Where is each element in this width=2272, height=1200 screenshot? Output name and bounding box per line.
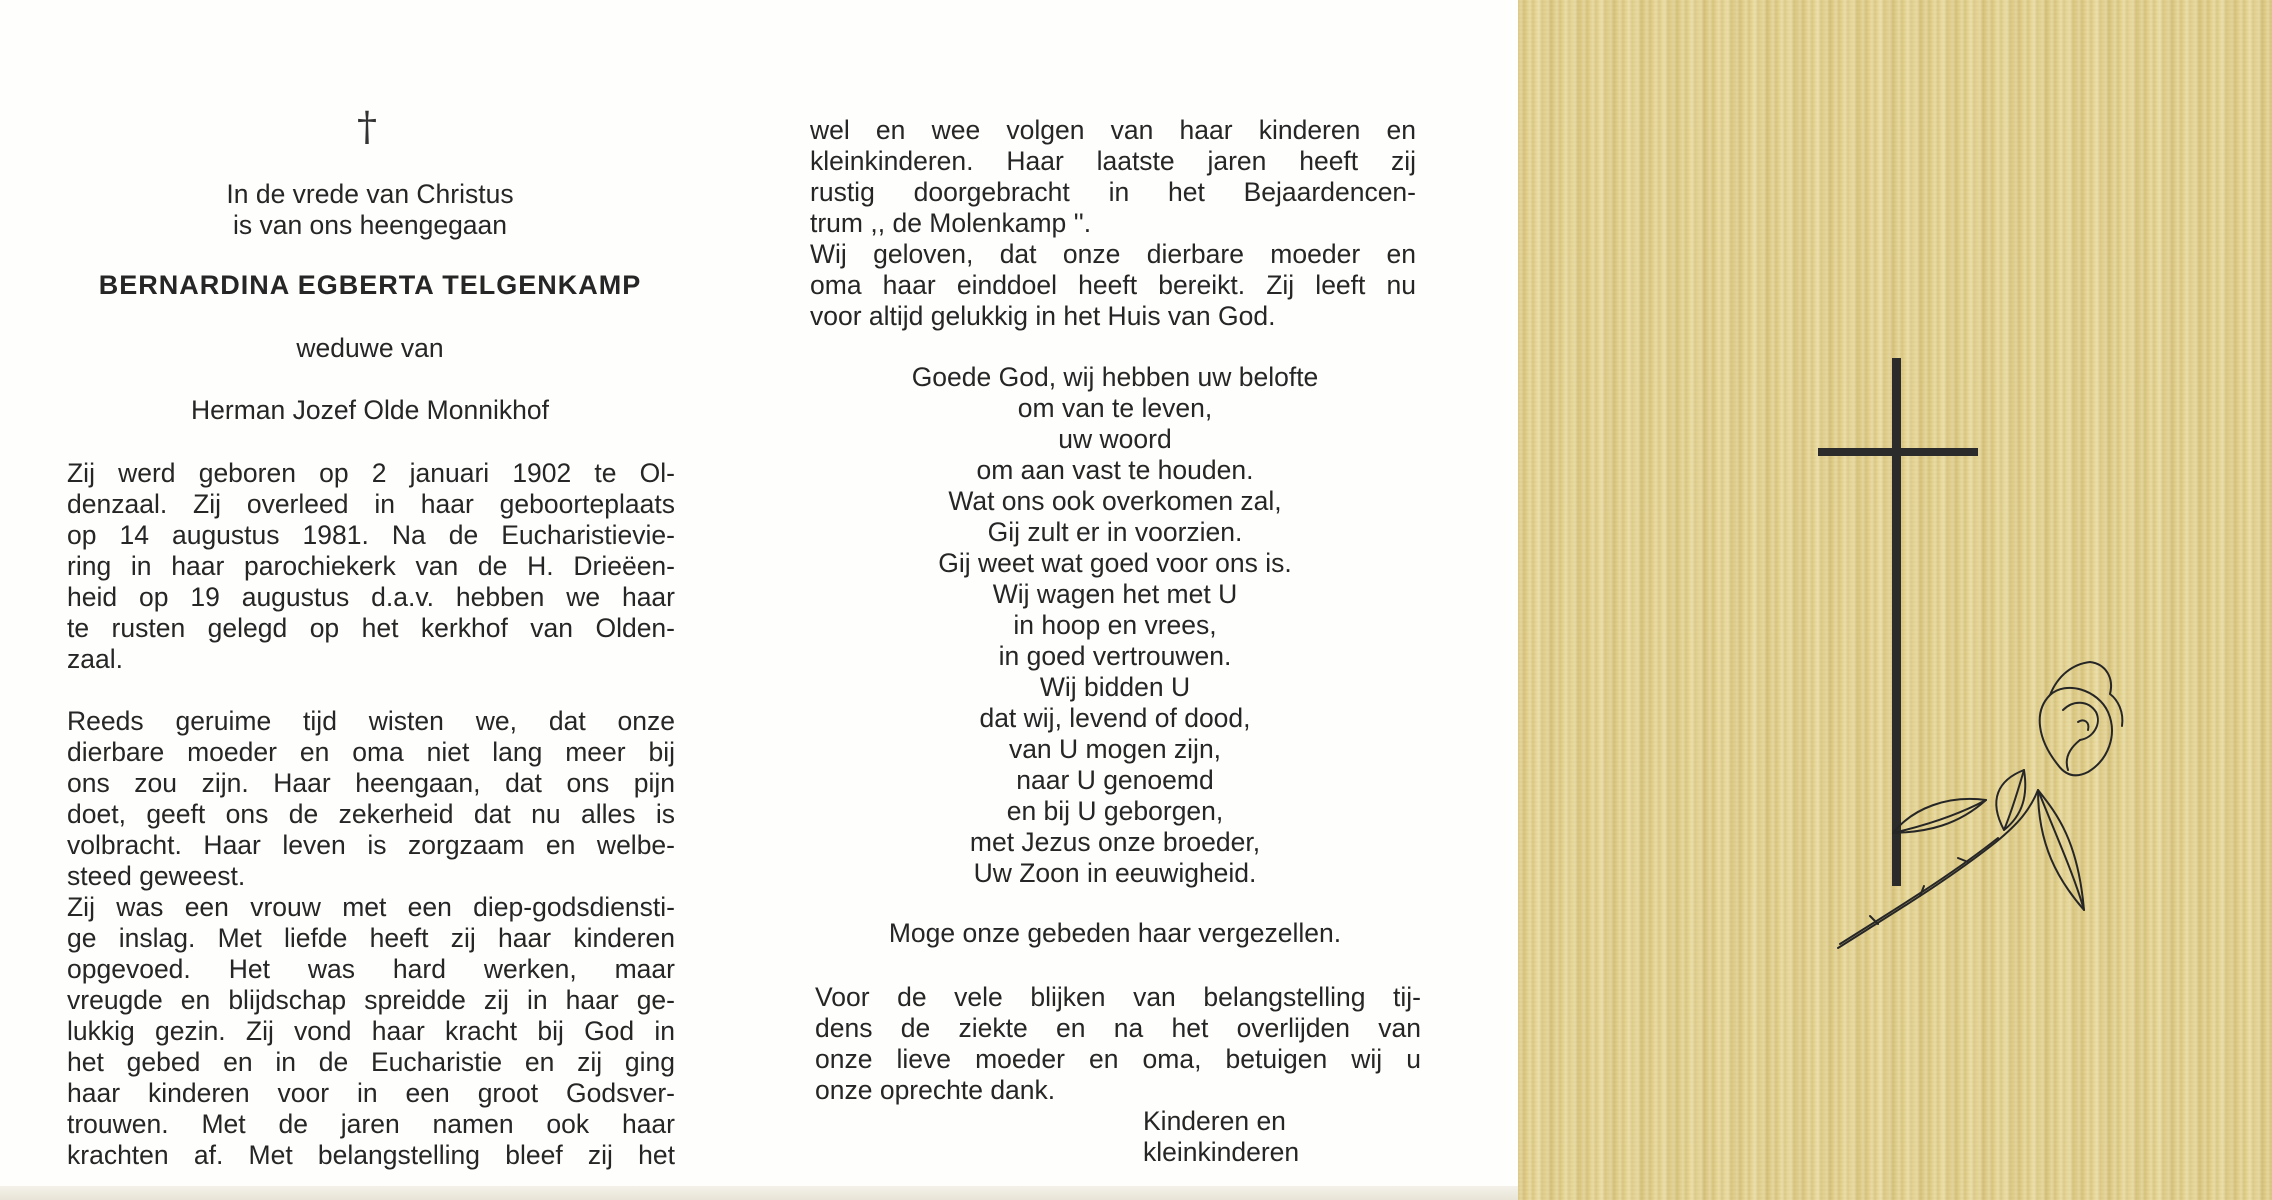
text-line: dierbare moeder en oma niet lang meer bij [67, 737, 675, 767]
text-line: voor altijd gelukkig in het Huis van God. [810, 301, 1276, 331]
prayer-line: om van te leven, [1017, 393, 1213, 423]
text-line: dens de ziekte en na het overlijden van [815, 1013, 1421, 1043]
prayer-line: van U mogen zijn, [1008, 734, 1222, 764]
prayer-line: uw woord [1058, 424, 1172, 454]
prayer-line: dat wij, levend of dood, [979, 703, 1251, 733]
text-line: Zij was een vrouw met een diep-godsdiensti- [67, 892, 675, 922]
cover-art [1518, 0, 2272, 1200]
prayer-line: Wij wagen het met U [992, 579, 1238, 609]
signature-line: kleinkinderen [1143, 1137, 1300, 1167]
opening-line: is van ons heengegaan [232, 210, 508, 240]
left-paragraph-3 [67, 892, 675, 1171]
text-line: steed geweest. [67, 861, 246, 891]
prayer-line: in hoop en vrees, [1013, 610, 1217, 640]
text-line: krachten af. Met belangstelling bleef zij het [67, 1140, 675, 1170]
opening-lines [170, 179, 570, 241]
text-line: lukkig gezin. Zij vond haar kracht bij God in [67, 1016, 675, 1046]
text-line: wel en wee volgen van haar kinderen en [810, 115, 1416, 145]
text-line: Reeds geruime tijd wisten we, dat onze [67, 706, 675, 736]
prayer-line: Wat ons ook overkomen zal, [948, 486, 1282, 516]
prayer-line: Uw Zoon in eeuwigheid. [973, 858, 1257, 888]
prayer-line: in goed vertrouwen. [998, 641, 1232, 671]
text-line: Voor de vele blijken van belangstelling tij- [815, 982, 1421, 1012]
text-line: denzaal. Zij overleed in haar geboorteplaats [67, 489, 675, 519]
signature [1143, 1106, 1403, 1168]
prayer-line: en bij U geborgen, [1006, 796, 1224, 826]
text-line: onze oprechte dank. [815, 1075, 1056, 1105]
prayer-line: om aan vast te houden. [976, 455, 1254, 485]
text-line: onze lieve moeder en oma, betuigen wij u [815, 1044, 1421, 1074]
prayer-line: Gij weet wat goed voor ons is. [938, 548, 1292, 578]
prayer [815, 362, 1415, 889]
husband-name: Herman Jozef Olde Monnikhof [191, 395, 549, 425]
prayer-line: met Jezus onze broeder, [969, 827, 1261, 857]
small-cross-icon: † [357, 104, 377, 150]
right-paragraph-2 [810, 239, 1416, 332]
text-line: volbracht. Haar leven is zorgzaam en welbe- [67, 830, 675, 860]
text-line: vreugde en blijdschap spreidde zij in haar ge- [67, 985, 675, 1015]
text-line: het gebed en in de Eucharistie en zij ging [67, 1047, 675, 1077]
text-line: Zij werd geboren op 2 januari 1902 te Ol- [67, 458, 675, 488]
latin-cross-icon [1818, 358, 1978, 886]
text-line: opgevoed. Het was hard werken, maar [67, 954, 675, 984]
widow-of-label: weduwe van [296, 333, 444, 363]
text-line: Wij geloven, dat onze dierbare moeder en [810, 239, 1416, 269]
text-line: rustig doorgebracht in het Bejaardencen- [810, 177, 1416, 207]
text-line: ge inslag. Met liefde heeft zij haar kinderen [67, 923, 675, 953]
text-line: op 14 augustus 1981. Na de Eucharistievie- [67, 520, 675, 550]
left-paragraph-2 [67, 706, 675, 892]
text-line: haar kinderen voor in een groot Godsver- [67, 1078, 675, 1108]
text-line: heid op 19 augustus d.a.v. hebben we haar [67, 582, 675, 612]
text-line: trum ,, de Molenkamp ''. [810, 208, 1092, 238]
cover-panel [1518, 0, 2272, 1200]
text-line: oma haar einddoel heeft bereikt. Zij leeft nu [810, 270, 1416, 300]
text-line: doet, geeft ons de zekerheid dat nu alles is [67, 799, 675, 829]
text-line: te rusten gelegd op het kerkhof van Olden- [67, 613, 675, 643]
right-paragraph-1 [810, 115, 1416, 239]
rose-icon [1838, 662, 2122, 948]
text-line: ring in haar parochiekerk van de H. Drieëen- [67, 551, 675, 581]
opening-line: In de vrede van Christus [226, 179, 514, 209]
text-line: zaal. [67, 644, 123, 674]
text-line: ons zou zijn. Haar heengaan, dat ons pijn [67, 768, 675, 798]
left-paragraph-1 [67, 458, 675, 675]
prayer-line: Goede God, wij hebben uw belofte [911, 362, 1319, 392]
prayer-line: naar U genoemd [1016, 765, 1214, 795]
deceased-name: BERNARDINA EGBERTA TELGENKAMP [98, 270, 642, 300]
prayer-line: Wij bidden U [1039, 672, 1191, 702]
thanks-paragraph [815, 982, 1421, 1106]
signature-line: Kinderen en [1143, 1106, 1286, 1136]
paper-edge [0, 1186, 1518, 1200]
text-line: trouwen. Met de jaren namen ook haar [67, 1109, 675, 1139]
text-line: kleinkinderen. Haar laatste jaren heeft zij [810, 146, 1416, 176]
prayer-line: Gij zult er in voorzien. [987, 517, 1243, 547]
closing-prayer: Moge onze gebeden haar vergezellen. [888, 918, 1342, 948]
